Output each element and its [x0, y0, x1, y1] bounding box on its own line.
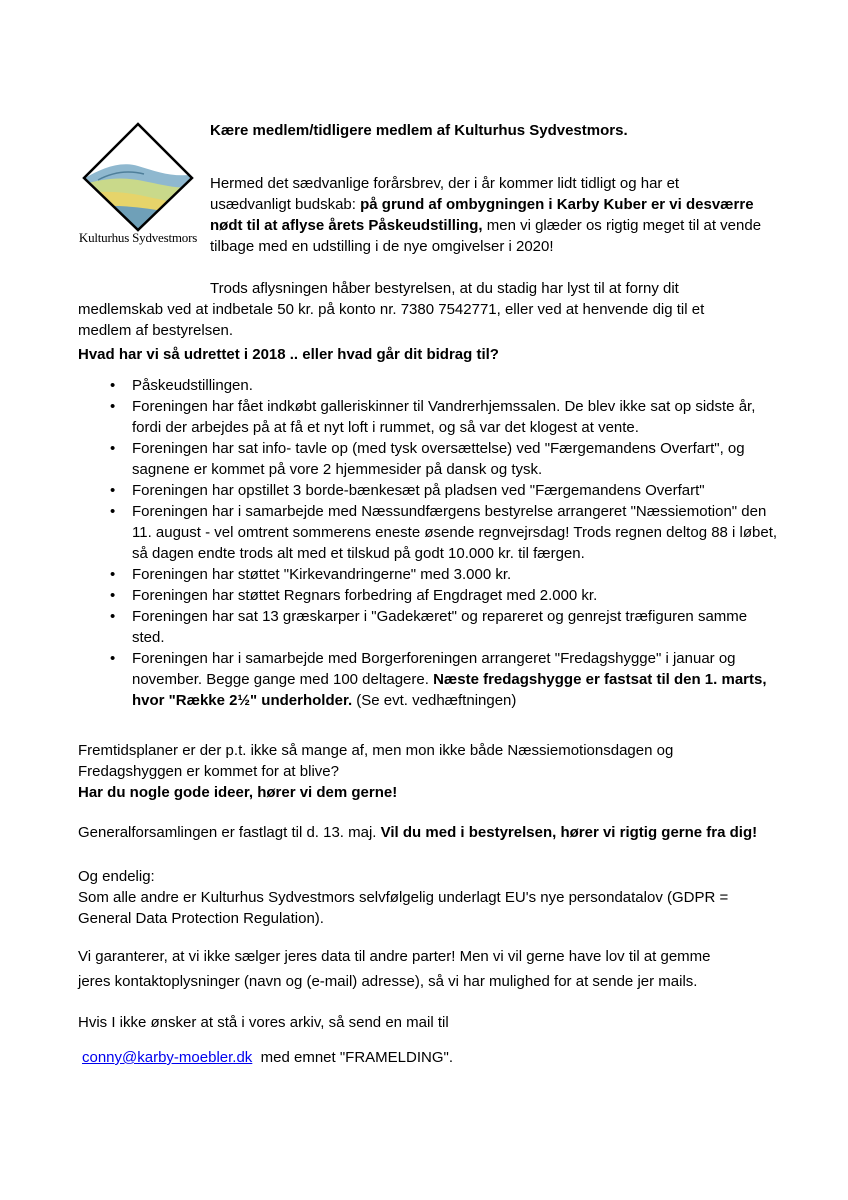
- list-item: • Foreningen har opstillet 3 borde-bænkesæt på pladsen ved "Færgemandens Overfart": [110, 482, 705, 499]
- contact-rest: med emnet "FRAMELDING".: [252, 1049, 454, 1066]
- future-line: Fremtidsplaner er der p.t. ikke så mange af, men mon ikke både Næssiemotionsdagen og: [78, 742, 674, 759]
- list-item: • Foreningen har støttet "Kirkevandringerne" med 3.000 kr.: [110, 566, 512, 583]
- bullet-icon: •: [110, 377, 116, 394]
- intro-line: usædvanligt budskab: på grund af ombygningen i Karby Kuber er vi desværre: [210, 196, 754, 213]
- list-item: • Foreningen har sat info- tavle op (med tysk oversættelse) ved "Færgemandens Overfart", og sagnene er kommet på vore 2 hjemmesider på dansk og tysk.: [110, 440, 745, 478]
- gdpr-line: Og endelig:: [78, 868, 155, 885]
- bullet-icon: •: [110, 608, 116, 625]
- gdpr-paragraph: [78, 866, 778, 929]
- list-item: • Foreningen har støttet Regnars forbedring af Engdraget med 2.000 kr.: [110, 587, 598, 604]
- membership-line: medlem af bestyrelsen.: [78, 322, 234, 339]
- gdpr-line: Som alle andre er Kulturhus Sydvestmors selvfølgelig underlagt EU's nye persondatalov (GDPR =: [78, 889, 729, 906]
- achievements-list: [78, 375, 778, 711]
- board-invite: Vil du med i bestyrelsen, hører vi rigtig gerne fra dig!: [380, 824, 758, 841]
- future-paragraph: [78, 740, 778, 803]
- assembly-paragraph: [78, 822, 798, 843]
- bullet-icon: •: [110, 503, 116, 520]
- list-item: • Påskeudstillingen.: [110, 377, 253, 394]
- bullet-icon: •: [110, 650, 116, 667]
- intro-line: tilbage med en udstilling i de nye omgivelser i 2020!: [210, 238, 554, 255]
- guarantee-line: Vi garanterer, at vi ikke sælger jeres data til andre parter! Men vi vil gerne have lov til at gemme: [78, 948, 711, 965]
- intro-paragraph: [210, 173, 790, 257]
- list-item: • Foreningen har i samarbejde med Næssundfærgens bestyrelse arrangeret "Næssiemotion" den 11. august - vel omtrent sommerens eneste øsende regnvejrsdag! Trods regnen deltog 88 i løbet, så dagen endte trods alt med et tilskud på godt 10.000 kr. til færgen.: [110, 503, 778, 562]
- gdpr-line: General Data Protection Regulation).: [78, 910, 324, 927]
- future-line: Fredagshyggen er kommet for at blive?: [78, 763, 339, 780]
- guarantee-line: jeres kontaktoplysninger (navn og (e-mail) adresse), så vi har mulighed for at sende jer mails.: [78, 973, 698, 990]
- email-link[interactable]: conny@karby-moebler.dk: [82, 1049, 253, 1066]
- guarantee-paragraph: [78, 946, 778, 992]
- logo-graphic: [78, 120, 198, 232]
- section-heading: Hvad har vi så udrettet i 2018 .. eller hvad går dit bidrag til?: [78, 346, 499, 363]
- future-line: Har du nogle gode ideer, hører vi dem gerne!: [78, 784, 398, 801]
- bullet-icon: •: [110, 398, 116, 415]
- bullet-icon: •: [110, 587, 116, 604]
- intro-line: nødt til at aflyse årets Påskeudstilling, men vi glæder os rigtig meget til at vende: [210, 217, 762, 234]
- bullet-icon: •: [110, 482, 116, 499]
- intro-line: Hermed det sædvanlige forårsbrev, der i år kommer lidt tidligt og har et: [210, 175, 680, 192]
- membership-line: Trods aflysningen håber bestyrelsen, at du stadig har lyst til at forny dit: [210, 280, 679, 297]
- list-item: • Foreningen har sat 13 græskarper i "Gadekæret" og repareret og genrejst træfiguren samme sted.: [110, 608, 748, 646]
- greeting-heading: Kære medlem/tidligere medlem af Kulturhus Sydvestmors.: [210, 122, 628, 139]
- list-item: • Foreningen har i samarbejde med Borgerforeningen arrangeret "Fredagshygge" i januar og november. Begge gange med 100 deltagere. Næste fredagshygge er fastsat til den 1. marts, hvor "Række 2½" underholder. (Se evt. vedhæftningen): [110, 650, 767, 709]
- unsubscribe-text: Hvis I ikke ønsker at stå i vores arkiv, så send en mail til: [78, 1014, 449, 1031]
- membership-line: medlemskab ved at indbetale 50 kr. på konto nr. 7380 7542771, eller ved at henvende dig til et: [78, 301, 705, 318]
- bullet-icon: •: [110, 440, 116, 457]
- logo-text: Kulturhus Sydvestmors: [78, 230, 198, 245]
- assembly-text: Generalforsamlingen er fastlagt til d. 13. maj.: [78, 824, 381, 841]
- list-item: • Foreningen har fået indkøbt galleriskinner til Vandrerhjemssalen. De blev ikke sat op sidste år, fordi der arbejdes på at få et nyt loft i rummet, og så var det klogest at vente.: [110, 398, 756, 436]
- contact-line: [82, 1047, 782, 1068]
- bullet-icon: •: [110, 566, 116, 583]
- logo: [78, 120, 198, 260]
- membership-paragraph: [78, 278, 778, 341]
